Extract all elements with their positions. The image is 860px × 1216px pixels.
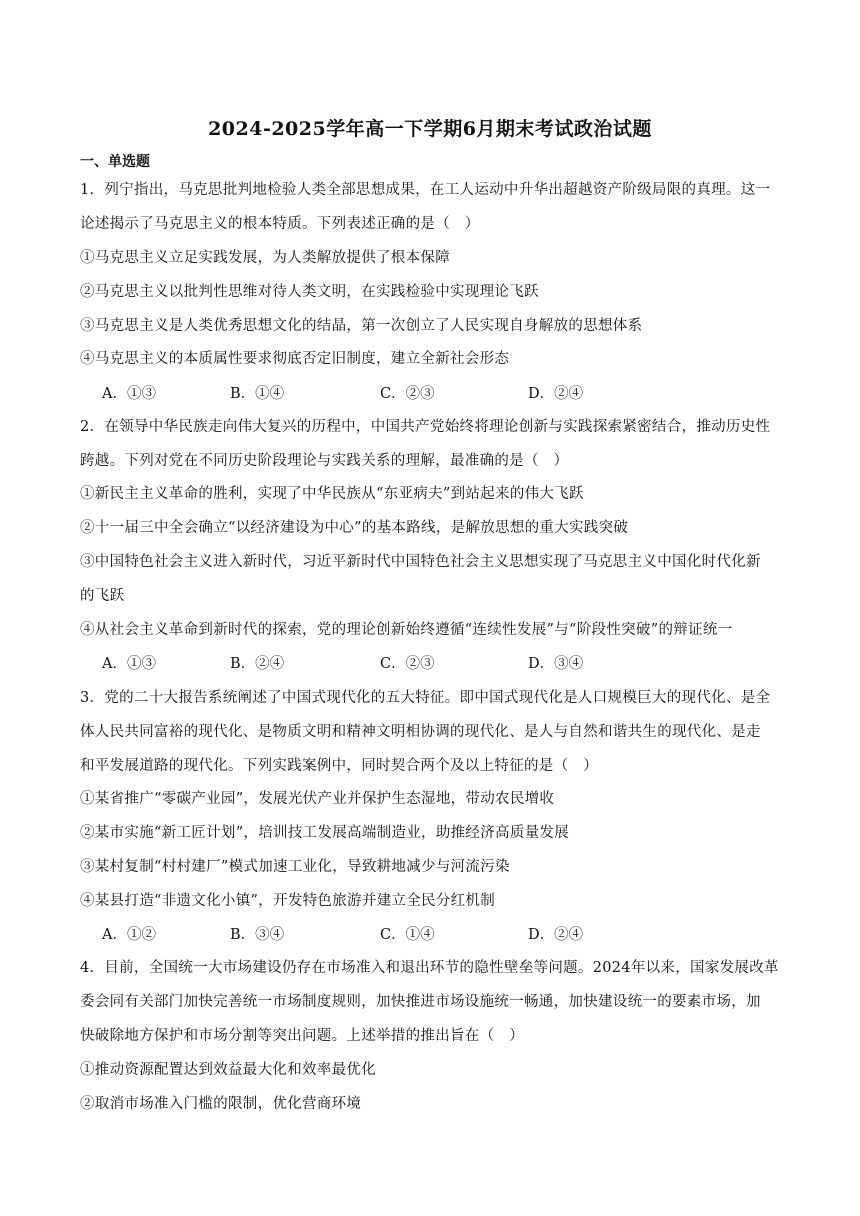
statement-item: ②十一届三中全会确立“以经济建设为中心”的基本路线，是解放思想的重大实践突破 bbox=[80, 520, 629, 536]
page-title: 2024-2025学年高一下学期6月期末考试政治试题 bbox=[208, 118, 652, 140]
statement-item: ④从社会主义革命到新时代的探索，党的理论创新始终遵循“连续性发展”与“阶段性突破”的辩证统一 bbox=[80, 622, 733, 638]
option-c: C．②③ bbox=[380, 656, 435, 672]
question-stem-line: 委会同有关部门加快完善统一市场制度规则，加快推进市场设施统一畅通，加快建设统一的要素市场，加 bbox=[80, 994, 761, 1010]
statement-item: ②某市实施“新工匠计划”，培训技工发展高端制造业，助推经济高质量发展 bbox=[80, 825, 570, 841]
option-c: C．②③ bbox=[380, 386, 435, 402]
statement-item: ③马克思主义是人类优秀思想文化的结晶，第一次创立了人民实现自身解放的思想体系 bbox=[80, 318, 643, 334]
option-b: B．②④ bbox=[230, 656, 285, 672]
statement-item: ④某县打造“非遗文化小镇”，开发特色旅游并建立全民分红机制 bbox=[80, 893, 496, 909]
statement-item: ③某村复制“村村建厂”模式加速工业化，导致耕地减少与河流污染 bbox=[80, 859, 510, 875]
question-stem-line: 4．目前，全国统一大市场建设仍存在市场准入和退出环节的隐性壁垒等问题。2024年以来，国家发展改革 bbox=[80, 960, 779, 976]
option-a: A．①② bbox=[102, 927, 156, 943]
statement-item: ④马克思主义的本质属性要求彻底否定旧制度，建立全新社会形态 bbox=[80, 351, 510, 367]
question-stem-line: 快破除地方保护和市场分割等突出问题。上述举措的推出旨在（ ） bbox=[80, 1028, 524, 1044]
option-a: A．①③ bbox=[102, 656, 156, 672]
question-stem-line: 和平发展道路的现代化。下列实践案例中，同时契合两个及以上特征的是（ ） bbox=[80, 758, 598, 774]
statement-item: ②马克思主义以批判性思维对待人类文明，在实践检验中实现理论飞跃 bbox=[80, 284, 539, 300]
statement-item: ①新民主主义革命的胜利，实现了中华民族从“东亚病夫”到站起来的伟大飞跃 bbox=[80, 486, 584, 502]
option-a: A．①③ bbox=[102, 386, 156, 402]
question-stem-line: 2．在领导中华民族走向伟大复兴的历程中，中国共产党始终将理论创新与实践探索紧密结合，推动历史性 bbox=[80, 419, 771, 435]
option-c: C．①④ bbox=[380, 927, 435, 943]
question-stem-line: 体人民共同富裕的现代化、是物质文明和精神文明相协调的现代化、是人与自然和谐共生的现代化、是走 bbox=[80, 724, 761, 740]
option-b: B．③④ bbox=[230, 927, 285, 943]
option-d: D．②④ bbox=[528, 386, 584, 402]
statement-item: ①马克思主义立足实践发展，为人类解放提供了根本保障 bbox=[80, 250, 450, 266]
section-heading: 一、单选题 bbox=[80, 154, 150, 170]
question-stem-line: 跨越。下列对党在不同历史阶段理论与实践关系的理解，最准确的是（ ） bbox=[80, 453, 569, 469]
statement-item: ③中国特色社会主义进入新时代，习近平新时代中国特色社会主义思想实现了马克思主义中国化时代化新 bbox=[80, 554, 761, 570]
statement-item: ①推动资源配置达到效益最大化和效率最优化 bbox=[80, 1062, 376, 1078]
statement-item: ②取消市场准入门槛的限制，优化营商环境 bbox=[80, 1096, 362, 1112]
question-stem-line: 1．列宁指出，马克思批判地检验人类全部思想成果，在工人运动中升华出超越资产阶级局限的真理。这一 bbox=[80, 182, 771, 198]
statement-item: ①某省推广“零碳产业园”，发展光伏产业并保护生态湿地，带动农民增收 bbox=[80, 791, 555, 807]
option-d: D．②④ bbox=[528, 927, 584, 943]
question-stem-line: 3．党的二十大报告系统阐述了中国式现代化的五大特征。即中国式现代化是人口规模巨大的现代化、是全 bbox=[80, 690, 771, 706]
option-b: B．①④ bbox=[230, 386, 285, 402]
statement-item: 的飞跃 bbox=[80, 588, 125, 604]
question-stem-line: 论述揭示了马克思主义的根本特质。下列表述正确的是（ ） bbox=[80, 216, 480, 232]
option-d: D．③④ bbox=[528, 656, 584, 672]
